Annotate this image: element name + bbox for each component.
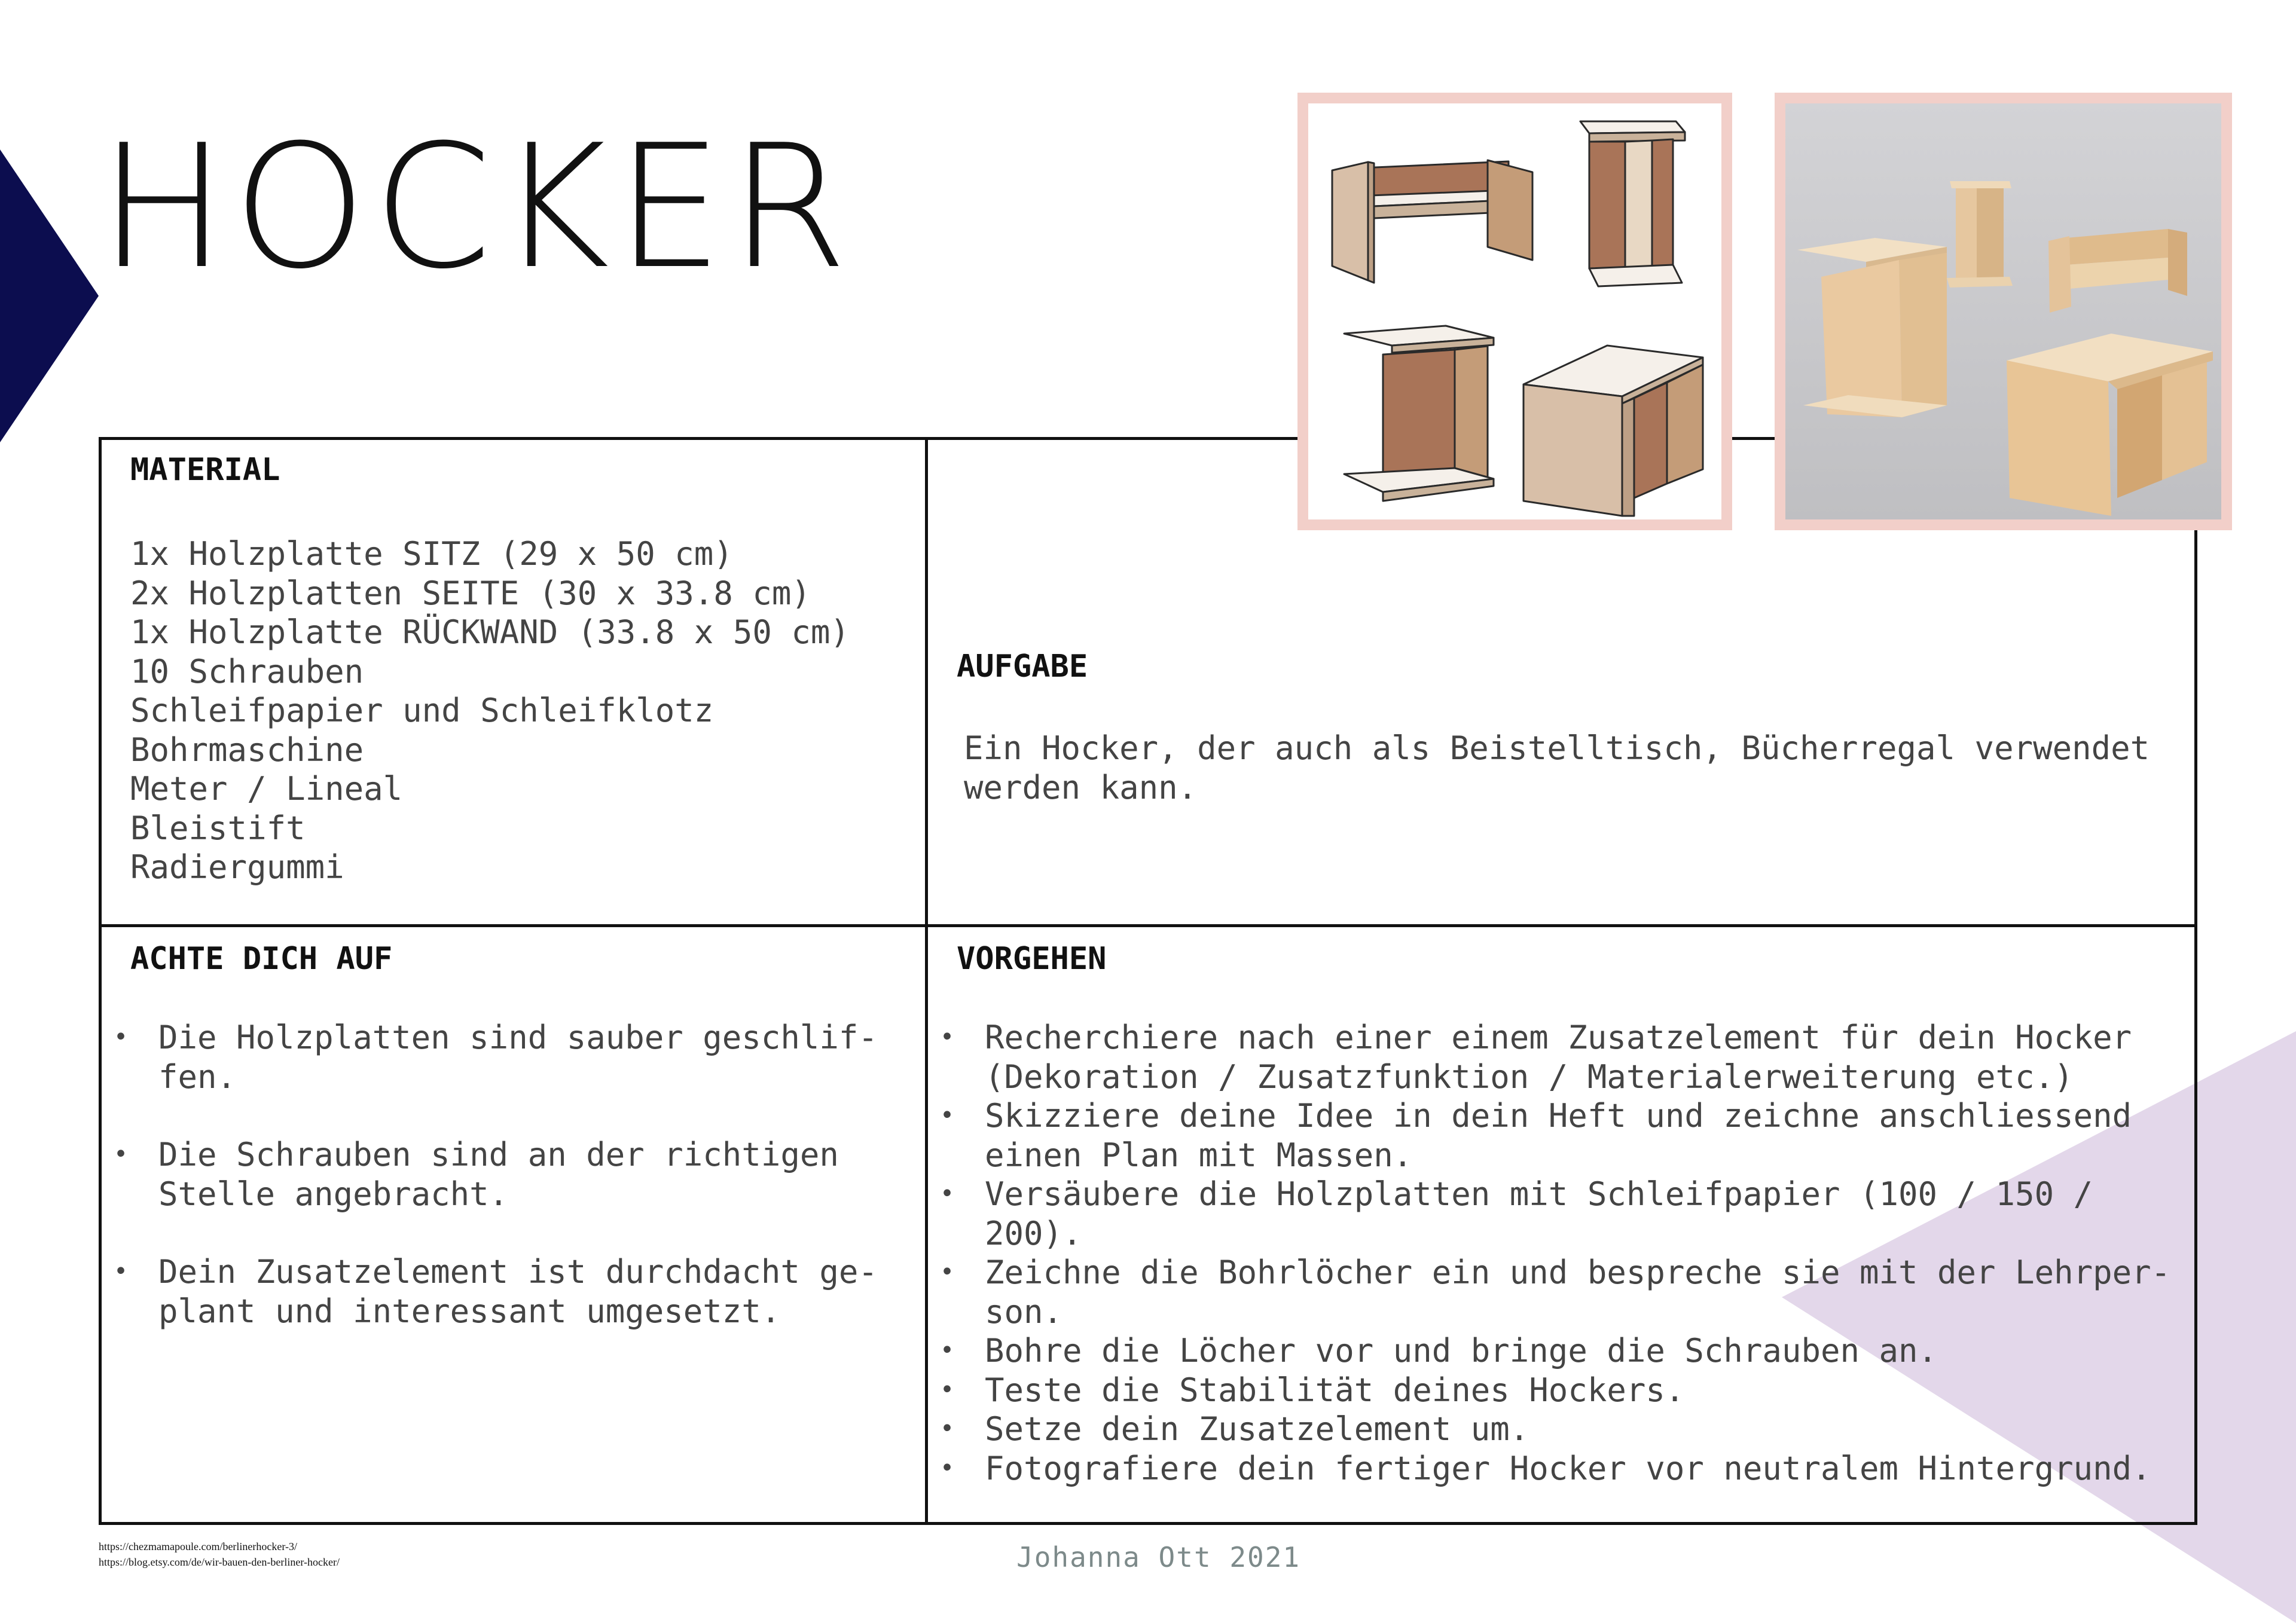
stool-illustrations	[1308, 103, 1721, 519]
table-line	[99, 1522, 2197, 1525]
aufgabe-heading: AUFGABE	[957, 649, 1088, 684]
material-item: Bohrmaschine	[130, 730, 364, 769]
achte-cell	[130, 941, 920, 1330]
material-item: 1x Holzplatte SITZ (29 x 50 cm)	[130, 535, 733, 573]
material-item: Meter / Lineal	[130, 770, 403, 808]
table-line	[2194, 437, 2197, 1525]
achte-heading: ACHTE DICH AUF	[130, 941, 393, 977]
achte-item: • Die Schrauben sind an der richtigen Stelle angebracht.	[114, 1135, 891, 1214]
vorgehen-item: • Fotografiere dein fertiger Hocker vor neutralem Hintergrund.	[940, 1449, 2172, 1488]
navy-chevron-decoration	[0, 149, 102, 442]
achte-list	[114, 1018, 891, 1370]
material-item: 2x Holzplatten SEITE (30 x 33.8 cm)	[130, 574, 811, 612]
vorgehen-item: • Versäubere die Holzplatten mit Schleifpapier (100 / 150 / 200).	[940, 1175, 2172, 1253]
aufgabe-text: Ein Hocker, der auch als Beistelltisch, Bücherregal verwendet werden kann.	[964, 729, 2150, 806]
vorgehen-item: • Bohre die Löcher vor und bringe die Schrauben an.	[940, 1331, 2172, 1371]
stool-drawing-image	[1297, 93, 1732, 530]
material-item: Radiergummi	[130, 848, 344, 886]
achte-item: • Die Holzplatten sind sauber geschlif- fen.	[114, 1018, 891, 1096]
source-links	[99, 1539, 340, 1570]
vorgehen-item: • Recherchiere nach einer einem Zusatzelement für dein Hocker (Dekoration / Zusatzfunktion / Materialerweiterung etc.)	[940, 1018, 2172, 1096]
vorgehen-item: • Teste die Stabilität deines Hockers.	[940, 1371, 2172, 1410]
stool-photo-image	[1775, 93, 2232, 530]
material-list	[130, 534, 908, 887]
material-item: Schleifpapier und Schleifklotz	[130, 692, 714, 729]
aufgabe-cell	[957, 651, 2182, 807]
achte-item: • Dein Zusatzelement ist durchdacht ge- plant und interessant umgesetzt.	[114, 1252, 891, 1331]
source-link[interactable]: https://blog.etsy.com/de/wir-bauen-den-berliner-hocker/	[99, 1556, 340, 1568]
vorgehen-cell	[957, 941, 2188, 1487]
vorgehen-heading: VORGEHEN	[957, 941, 1107, 977]
stool-photo	[1785, 103, 2221, 519]
table-line	[99, 924, 2197, 927]
vorgehen-list	[940, 1018, 2172, 1488]
author-credit: Johanna Ott 2021	[1016, 1541, 1301, 1573]
material-item: 10 Schrauben	[130, 652, 364, 690]
material-heading: MATERIAL	[130, 452, 280, 488]
page-title: HOCKER	[99, 108, 854, 307]
table-line	[99, 437, 102, 1525]
material-item: Bleistift	[130, 809, 306, 847]
vorgehen-item: • Skizziere deine Idee in dein Heft und zeichne anschliessend einen Plan mit Massen.	[940, 1096, 2172, 1175]
material-cell	[130, 454, 908, 887]
table-line	[925, 437, 928, 1525]
vorgehen-item: • Setze dein Zusatzelement um.	[940, 1410, 2172, 1449]
material-item: 1x Holzplatte RÜCKWAND (33.8 x 50 cm)	[130, 613, 850, 651]
vorgehen-item: • Zeichne die Bohrlöcher ein und bespreche sie mit der Lehrper- son.	[940, 1253, 2172, 1331]
source-link[interactable]: https://chezmamapoule.com/berlinerhocker-3/	[99, 1541, 298, 1552]
